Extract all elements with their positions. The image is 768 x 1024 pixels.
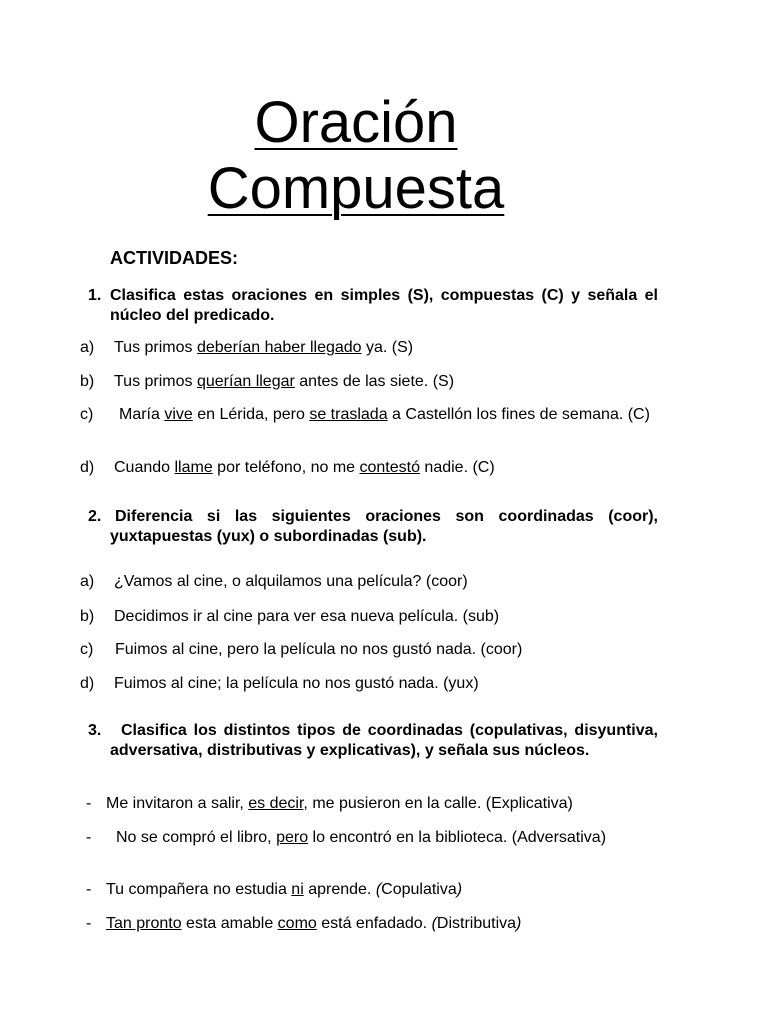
q1-item-c-marker: c) — [80, 406, 94, 423]
q2-item-c-marker: c) — [80, 641, 94, 658]
coordinator-nucleus: Tan pronto — [106, 915, 182, 932]
coordinator-nucleus: es decir — [248, 795, 304, 812]
q2-item-d: Fuimos al cine; la película no nos gustó nada. (yux) — [114, 675, 479, 692]
question-2-number: 2. — [88, 508, 102, 525]
question-3-number: 3. — [88, 722, 102, 739]
q1-item-b-marker: b) — [80, 373, 95, 390]
coordinator-nucleus: ni — [291, 881, 304, 898]
q2-item-d-marker: d) — [80, 675, 95, 692]
q3-item-4: Tan pronto esta amable como está enfadado. (Distributiva) — [106, 915, 522, 932]
q3-item-2-marker: - — [86, 829, 92, 846]
q1-item-d: Cuando llame por teléfono, no me contestó nadie. (C) — [114, 459, 495, 476]
q2-item-b: Decidimos ir al cine para ver esa nueva película. (sub) — [114, 608, 500, 625]
predicate-nucleus: llame — [174, 459, 213, 476]
q3-item-3-marker: - — [86, 881, 92, 898]
title-line-2: Compuesta — [207, 156, 505, 221]
title-line-1: Oración — [254, 90, 458, 155]
q2-item-b-marker: b) — [80, 608, 95, 625]
q2-item-a-marker: a) — [80, 573, 95, 590]
q1-item-d-marker: d) — [80, 459, 95, 476]
q3-item-4-marker: - — [86, 915, 92, 932]
q1-item-a-marker: a) — [80, 339, 95, 356]
predicate-nucleus: se traslada — [309, 406, 388, 423]
question-1-number: 1. — [88, 287, 102, 304]
q3-item-2: No se compró el libro, pero lo encontró en la biblioteca. (Adversativa) — [116, 829, 607, 846]
q3-item-3: Tu compañera no estudia ni aprende. (Copulativa) — [106, 881, 463, 898]
q1-item-a: Tus primos deberían haber llegado ya. (S) — [114, 339, 414, 356]
q1-item-b: Tus primos querían llegar antes de las siete. (S) — [114, 373, 455, 390]
predicate-nucleus: deberían haber llegado — [196, 339, 362, 356]
predicate-nucleus: vive — [164, 406, 193, 423]
q3-item-1: Me invitaron a salir, es decir, me pusieron en la calle. (Explicativa) — [106, 795, 573, 812]
q2-item-c: Fuimos al cine, pero la película no nos gustó nada. (coor) — [115, 641, 523, 658]
question-1-text: Clasifica estas oraciones en simples (S), compuestas (C) y señala el núcleo del predicado. — [110, 287, 658, 324]
question-2-text: Diferencia si las siguientes oraciones son coordinadas (coor), yuxtapuestas (yux) o subordinadas (sub). — [110, 508, 658, 545]
coordinator-nucleus: como — [277, 915, 317, 932]
q3-item-1-marker: - — [86, 795, 92, 812]
predicate-nucleus: querían llegar — [196, 373, 295, 390]
q1-item-c: María vive en Lérida, pero se traslada a Castellón los fines de semana. (C) — [119, 406, 650, 423]
activities-heading: ACTIVIDADES: — [110, 248, 239, 268]
q2-item-a: ¿Vamos al cine, o alquilamos una película? (coor) — [114, 573, 468, 590]
coordinator-nucleus: pero — [276, 829, 309, 846]
question-3-text: Clasifica los distintos tipos de coordinadas (copulativas, disyuntiva, adversativa, distributivas y explicativas), y señala sus núcleos. — [110, 722, 658, 759]
predicate-nucleus: contestó — [359, 459, 420, 476]
